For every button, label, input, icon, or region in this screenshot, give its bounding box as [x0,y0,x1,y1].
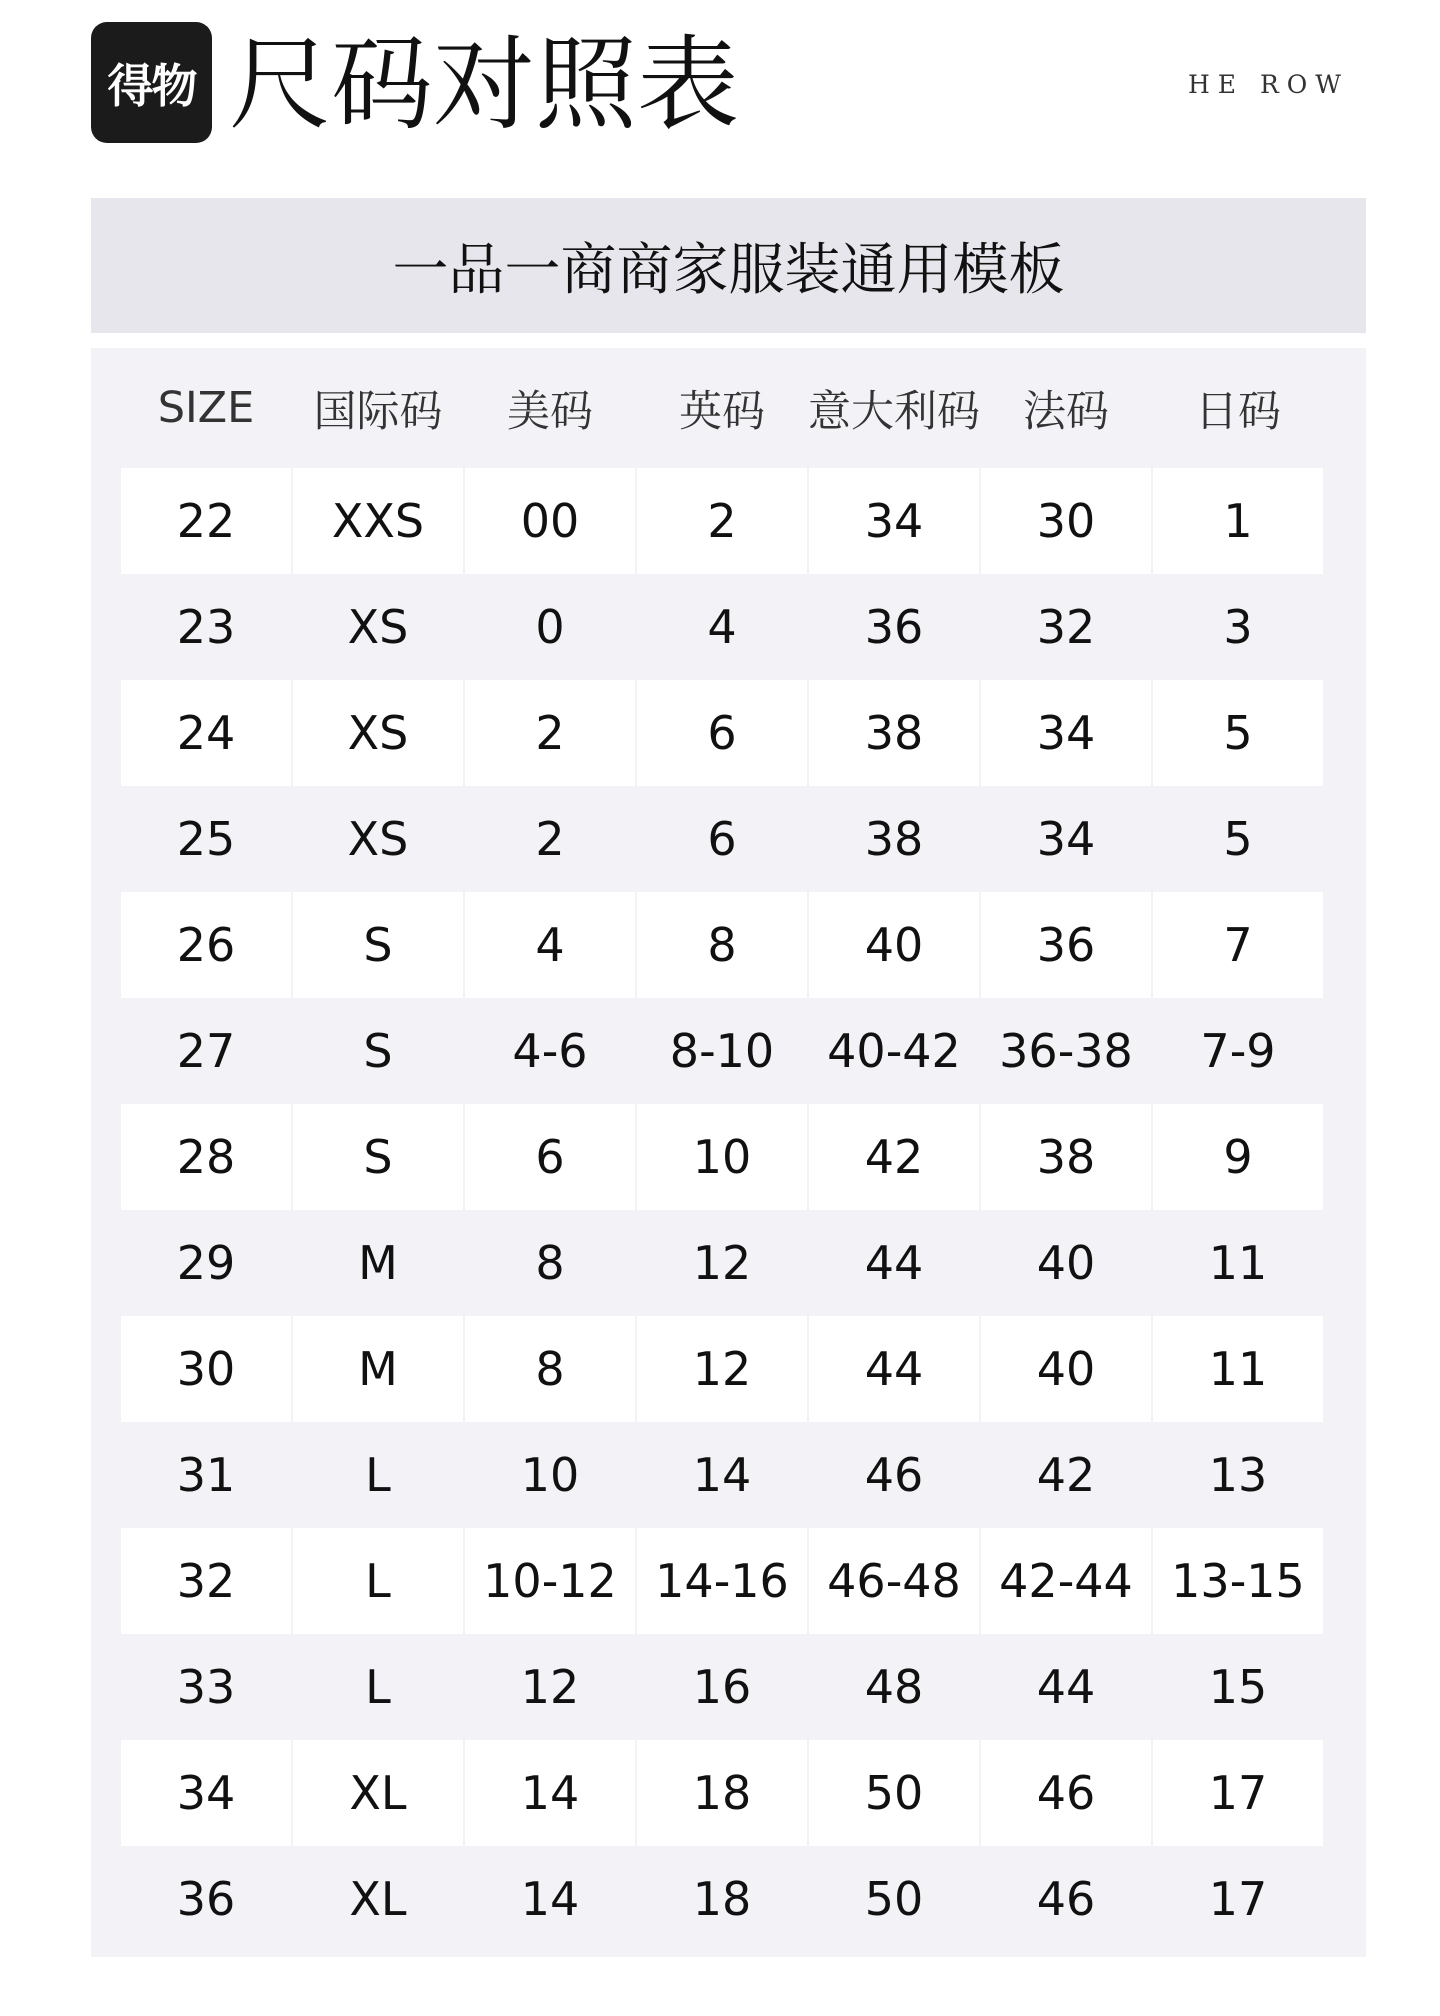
table-cell: 4-6 [512,1024,588,1078]
table-cell: 15 [1208,1660,1268,1714]
table-row [91,1528,1366,1634]
table-cell: 38 [981,1104,1151,1210]
table-cell: 5 [1153,680,1323,786]
table-cell: 46 [864,1448,924,1502]
table-cell: 11 [1153,1316,1323,1422]
table-cell: 2 [465,680,635,786]
table-cell: XL [293,1740,463,1846]
table-cell: 18 [637,1740,807,1846]
table-row [91,1740,1366,1846]
table-cell: 7 [1153,892,1323,998]
table-cell: 4 [707,600,737,654]
table-cell: 42-44 [981,1528,1151,1634]
table-cell: 44 [864,1236,924,1290]
table-cell: 38 [864,812,924,866]
table-cell: 2 [535,812,565,866]
table-cell: 0 [535,600,565,654]
table-row [91,680,1366,786]
table-cell: 2 [637,468,807,574]
table-cell: 25 [176,812,236,866]
table-cell: 10-12 [465,1528,635,1634]
table-cell: 23 [176,600,236,654]
table-cell: 40 [1036,1236,1096,1290]
table-cell: 50 [809,1740,979,1846]
column-header: 意大利码 [808,386,980,437]
table-cell: 48 [864,1660,924,1714]
table-cell: 34 [809,468,979,574]
table-cell: 1 [1153,468,1323,574]
table-cell: 34 [981,680,1151,786]
table-cell: M [293,1316,463,1422]
table-cell: 42 [1036,1448,1096,1502]
table-cell: XS [347,812,409,866]
page-title: 尺码对照表 [229,26,739,145]
table-cell: 24 [121,680,291,786]
table-cell: 46 [981,1740,1151,1846]
table-cell: S [293,892,463,998]
table-cell: L [365,1660,391,1714]
table-cell: 46 [1036,1872,1096,1926]
table-cell: M [358,1236,398,1290]
table-cell: 14 [520,1872,580,1926]
table-cell: L [365,1448,391,1502]
table-cell: 46-48 [809,1528,979,1634]
table-row [91,998,1366,1104]
column-header: 日码 [1195,386,1281,437]
table-cell: 4 [465,892,635,998]
brand-logo [91,22,212,143]
brand-name: HE ROW [1187,70,1349,99]
column-header: 美码 [507,386,593,437]
table-cell: S [293,1104,463,1210]
table-row [91,1104,1366,1210]
table-cell: 36 [981,892,1151,998]
table-cell: 12 [637,1316,807,1422]
table-cell: 3 [1223,600,1253,654]
table-cell: 36-38 [999,1024,1133,1078]
table-cell: 10 [520,1448,580,1502]
column-header: 国际码 [313,386,443,437]
table-row [91,1316,1366,1422]
table-cell: 18 [692,1872,752,1926]
column-header: 法码 [1023,386,1109,437]
table-cell: 13-15 [1153,1528,1323,1634]
table-cell: 44 [1036,1660,1096,1714]
table-cell: 33 [176,1660,236,1714]
table-row [91,892,1366,998]
table-cell: 14-16 [637,1528,807,1634]
size-chart-table [91,348,1366,1957]
table-cell: 8 [637,892,807,998]
table-cell: XL [349,1872,407,1926]
table-cell: 16 [692,1660,752,1714]
table-cell: 30 [981,468,1151,574]
table-row [91,1846,1366,1952]
table-cell: XXS [293,468,463,574]
table-cell: 10 [637,1104,807,1210]
table-cell: 17 [1208,1872,1268,1926]
table-cell: 17 [1153,1740,1323,1846]
table-cell: 36 [176,1872,236,1926]
table-header-row [91,348,1366,468]
table-row [91,786,1366,892]
table-cell: 8 [465,1316,635,1422]
table-cell: 28 [121,1104,291,1210]
table-cell: 11 [1208,1236,1268,1290]
brand-logo-text: 得物 [107,58,196,113]
table-cell: 29 [176,1236,236,1290]
table-cell: 34 [1036,812,1096,866]
table-cell: S [363,1024,393,1078]
table-cell: 22 [121,468,291,574]
page-header [91,22,1349,152]
table-cell: 8-10 [669,1024,775,1078]
table-cell: 32 [121,1528,291,1634]
column-header: SIZE [157,383,255,433]
table-row [91,574,1366,680]
column-header: 英码 [679,386,765,437]
table-row [91,1422,1366,1528]
table-cell: 40 [981,1316,1151,1422]
table-cell: 00 [465,468,635,574]
table-cell: 42 [809,1104,979,1210]
table-cell: XS [347,600,409,654]
table-cell: 5 [1223,812,1253,866]
table-cell: L [293,1528,463,1634]
table-cell: 14 [465,1740,635,1846]
table-cell: 13 [1208,1448,1268,1502]
subtitle: 一品一商商家服装通用模板 [392,237,1065,303]
table-cell: 34 [121,1740,291,1846]
table-cell: 30 [121,1316,291,1422]
table-cell: 38 [809,680,979,786]
table-cell: 36 [864,600,924,654]
table-row [91,1210,1366,1316]
table-cell: XS [293,680,463,786]
subtitle-band [91,198,1366,333]
table-row [91,468,1366,574]
table-cell: 12 [520,1660,580,1714]
table-cell: 50 [864,1872,924,1926]
table-cell: 26 [121,892,291,998]
table-cell: 8 [535,1236,565,1290]
table-cell: 27 [176,1024,236,1078]
table-cell: 31 [176,1448,236,1502]
table-cell: 7-9 [1200,1024,1276,1078]
table-cell: 6 [465,1104,635,1210]
table-cell: 14 [692,1448,752,1502]
table-cell: 12 [692,1236,752,1290]
table-cell: 6 [637,680,807,786]
table-cell: 32 [1036,600,1096,654]
table-cell: 40 [809,892,979,998]
table-cell: 40-42 [827,1024,961,1078]
table-row [91,1634,1366,1740]
table-cell: 9 [1153,1104,1323,1210]
table-cell: 6 [707,812,737,866]
table-cell: 44 [809,1316,979,1422]
